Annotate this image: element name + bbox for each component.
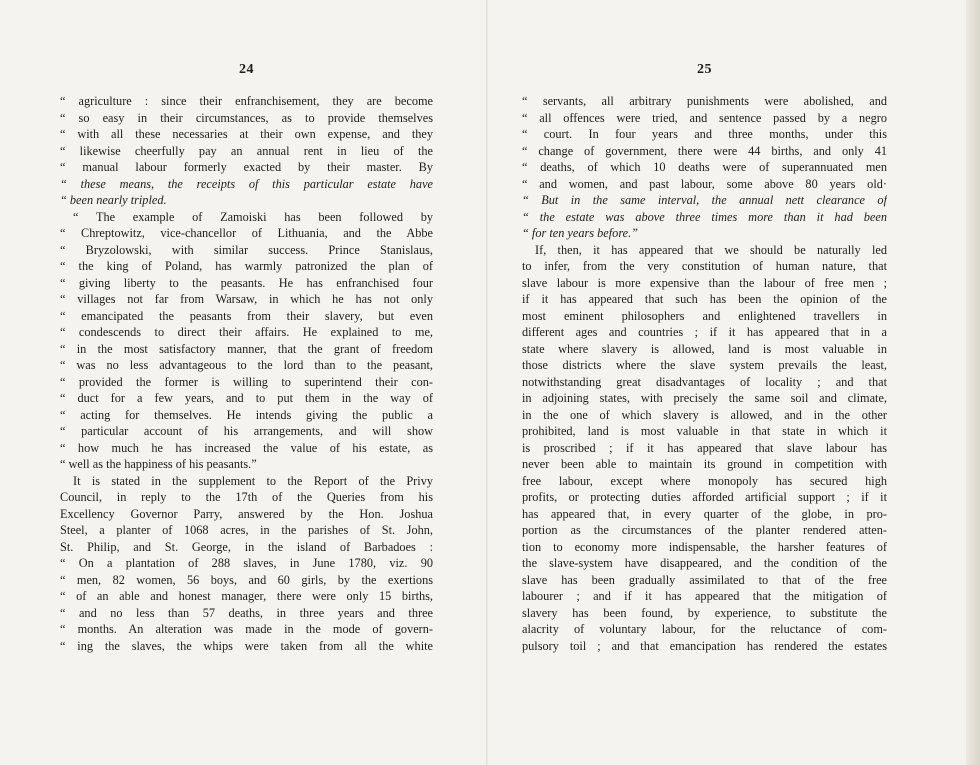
text-line: “ the estate was above three times more than it had been (522, 209, 887, 224)
text-line: alacrity of voluntary labour, for the reluctance of com- (522, 622, 887, 636)
text-line: “ particular account of his arrangements, and will show (60, 424, 433, 438)
text-line: different ages and countries ; if it has appeared that in a (522, 325, 887, 339)
text-line: “ agriculture : since their enfranchisement, they are become (60, 94, 433, 108)
text-line: “ in the most satisfactory manner, that the grant of freedom (60, 341, 433, 356)
text-line: If, then, it has appeared that we should be naturally led (535, 242, 887, 257)
page-number-right: 25 (697, 62, 712, 77)
text-line: in adjoining states, with precisely the same soil and climate, (522, 391, 887, 405)
text-line: is proscribed ; if it has appeared that slave labour has (522, 440, 887, 455)
left-page (60, 0, 433, 765)
text-line: those districts where the slave system prevails the least, (522, 358, 887, 372)
text-line: notwithstanding great disadvantages of locality ; and that (522, 374, 887, 389)
text-line: “ duct for a few years, and to put them in the way of (60, 391, 433, 405)
right-page-text (522, 93, 887, 654)
text-line: “ all offences were tried, and sentence passed by a negro (522, 110, 887, 125)
text-line: to infer, from the very constitution of human nature, that (522, 259, 887, 273)
text-line: “ On a plantation of 288 slaves, in June 1780, viz. 90 (60, 556, 433, 570)
text-line: “ acting for themselves. He intends giving the public a (60, 407, 433, 422)
text-line: most eminent philosophers and enlightened travellers in (522, 308, 887, 323)
text-line: the slave-system have disappeared, and the condition of the (522, 556, 887, 570)
text-line: “ servants, all arbitrary punishments were abolished, and (522, 94, 887, 108)
page-gutter (486, 0, 488, 765)
text-line: tion to economy more indispensable, the harsher features of (522, 539, 887, 554)
text-line: “ giving liberty to the peasants. He has enfranchised four (60, 275, 433, 290)
text-line: Steel, a planter of 1068 acres, in the parishes of St. John, (60, 523, 433, 537)
text-line: “ emancipated the peasants from their slavery, but even (60, 308, 433, 323)
text-line: “ been nearly tripled. (60, 193, 167, 207)
text-line: pulsory toil ; and that emancipation has rendered the estates (522, 638, 887, 653)
text-line: portion as the circumstances of the planter rendered atten- (522, 523, 887, 537)
text-line: never been able to maintain its ground in competition with (522, 457, 887, 471)
text-line: “ how much he has increased the value of his estate, as (60, 440, 433, 455)
text-line: “ The example of Zamoiski has been followed by (73, 209, 433, 224)
text-line: slave labour is more expensive than the labour of free men ; (522, 275, 887, 290)
text-line: “ for ten years before.” (522, 226, 639, 240)
text-line: has appeared that, in every quarter of the globe, in pro- (522, 506, 887, 521)
text-line: “ months. An alteration was made in the mode of govern- (60, 622, 433, 636)
text-line: It is stated in the supplement to the Report of the Privy (73, 473, 433, 488)
text-line: in the one of which slavery is allowed, and in the other (522, 407, 887, 422)
text-line: “ and no less than 57 deaths, in three years and three (60, 605, 433, 620)
page-number-left: 24 (239, 62, 254, 77)
text-line: slavery has been found, by experience, to substitute the (522, 605, 887, 620)
text-line: “ provided the former is willing to superintend their con- (60, 374, 433, 389)
text-line: “ these means, the receipts of this particular estate have (60, 176, 433, 191)
text-line: “ But in the same interval, the annual nett clearance of (522, 193, 887, 207)
text-line: “ so easy in their circumstances, as to provide themselves (60, 110, 433, 125)
text-line: “ of an able and honest manager, there were only 15 births, (60, 589, 433, 603)
text-line: “ the king of Poland, has warmly patronized the plan of (60, 259, 433, 273)
text-line: “ men, 82 women, 56 boys, and 60 girls, by the exertions (60, 572, 433, 587)
text-line: free labour, except where monopoly has secured high (522, 473, 887, 488)
text-line: slave has been gradually assimilated to that of the free (522, 572, 887, 587)
text-line: Council, in reply to the 17th of the Queries from his (60, 490, 433, 504)
text-line: labourer ; and if it has appeared that the mitigation of (522, 589, 887, 603)
text-line: state where slavery is allowed, land is most valuable in (522, 341, 887, 356)
text-line: “ deaths, of which 10 deaths were of superannuated men (522, 160, 887, 174)
text-line: St. Philip, and St. George, in the island of Barbadoes : (60, 539, 433, 554)
text-line: “ condescends to direct their affairs. He explained to me, (60, 325, 433, 339)
text-line: “ was no less advantageous to the lord than to the peasant, (60, 358, 433, 372)
text-line: “ court. In four years and three months, under this (522, 127, 887, 141)
text-line: “ ing the slaves, the whips were taken from all the white (60, 638, 433, 653)
text-line: “ likewise cheerfully pay an annual rent in lieu of the (60, 143, 433, 158)
right-page (522, 0, 887, 765)
text-line: “ villages not far from Warsaw, in which he has not only (60, 292, 433, 306)
text-line: if it has appeared that such has been the opinion of the (522, 292, 887, 306)
text-line: “ and women, and past labour, some above 80 years old· (522, 176, 887, 191)
text-line: profits, or protecting duties afforded artificial support ; if it (522, 490, 887, 504)
page-edge (966, 0, 980, 765)
text-line: “ change of government, there were 44 births, and only 41 (522, 143, 887, 158)
text-line: “ well as the happiness of his peasants.” (60, 457, 257, 471)
text-line: Excellency Governor Parry, answered by the Hon. Joshua (60, 506, 433, 521)
text-line: “ Bryzolowski, with similar success. Prince Stanislaus, (60, 242, 433, 257)
text-line: “ with all these necessaries at their own expense, and they (60, 127, 433, 141)
text-line: “ Chreptowitz, vice-chancellor of Lithuania, and the Abbe (60, 226, 433, 240)
text-line: prohibited, land is most valuable in that state in which it (522, 424, 887, 438)
left-page-text (60, 93, 433, 654)
text-line: “ manual labour formerly exacted by their master. By (60, 160, 433, 174)
